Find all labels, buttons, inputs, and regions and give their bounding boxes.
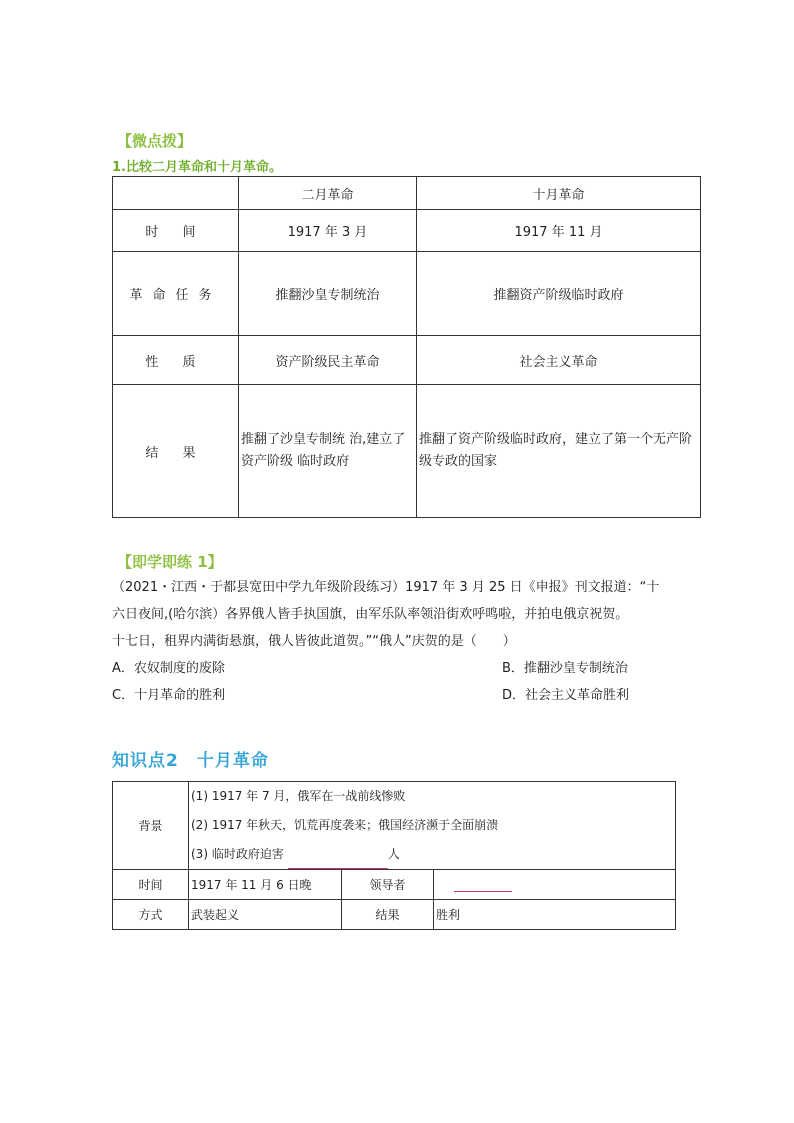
fill-blank[interactable]	[288, 854, 388, 869]
comparison-table	[112, 176, 701, 518]
feb-cell: 1917 年 3 月	[239, 210, 417, 252]
background-item-text: (3) 临时政府迫害	[191, 847, 284, 861]
background-content	[189, 782, 676, 870]
practice-source: （2021・江西・于都县宽田中学九年级阶段练习）1917 年 3 月 25 日《申报》刊文报道：“十	[112, 580, 660, 595]
background-label: 背景	[113, 782, 189, 870]
feb-cell: 资产阶级民主革命	[239, 336, 417, 385]
oct-cell: 社会主义革命	[417, 336, 701, 385]
row-label: 性 质	[113, 336, 239, 385]
feb-cell: 推翻沙皇专制统治	[239, 252, 417, 336]
row-label: 结 果	[113, 385, 239, 518]
practice-heading: 【即学即练 1】	[117, 553, 223, 571]
option-a[interactable]: A．农奴制度的废除	[112, 661, 225, 676]
option-c[interactable]: C．十月革命的胜利	[112, 688, 226, 703]
method-label: 方式	[113, 900, 189, 930]
method-row	[113, 900, 676, 930]
background-item: (1) 1917 年 7 月，俄军在一战前线惨败	[191, 789, 406, 803]
table-row	[113, 336, 701, 385]
time-row	[113, 870, 676, 900]
option-d[interactable]: D．社会主义革命胜利	[502, 688, 630, 703]
background-suffix: 人	[387, 847, 400, 861]
practice-text-line: 十七日，租界内满街悬旗，俄人皆彼此道贺。”“俄人”庆贺的是（ ）	[112, 634, 516, 649]
header-oct: 十月革命	[417, 177, 701, 210]
table-row	[113, 385, 701, 518]
background-item	[189, 840, 675, 869]
result-value: 胜利	[434, 900, 676, 930]
time-label: 时间	[113, 870, 189, 900]
row-label: 时 间	[113, 210, 239, 252]
oct-cell: 1917 年 11 月	[417, 210, 701, 252]
table-row	[113, 252, 701, 336]
october-revolution-table	[112, 781, 676, 930]
oct-cell: 推翻资产阶级临时政府	[417, 252, 701, 336]
oct-cell: 推翻了资产阶级临时政府，建立了第一个无产阶级专政的国家	[417, 385, 701, 518]
tip-heading: 【微点拨】	[117, 132, 193, 150]
question-title: 1.比较二月革命和十月革命。	[112, 160, 282, 175]
leader-label: 领导者	[342, 870, 434, 900]
feb-cell: 推翻了沙皇专制统 治,建立了资产阶级 临时政府	[239, 385, 417, 518]
method-value: 武装起义	[189, 900, 342, 930]
background-row	[113, 782, 676, 870]
header-empty	[113, 177, 239, 210]
table-row	[113, 210, 701, 252]
table-header-row	[113, 177, 701, 210]
row-label: 革命任务	[113, 252, 239, 336]
result-label: 结果	[342, 900, 434, 930]
leader-value	[434, 870, 676, 900]
time-value: 1917 年 11 月 6 日晚	[189, 870, 342, 900]
background-item: (2) 1917 年秋天，饥荒再度袭来；俄国经济濒于全面崩溃	[191, 818, 499, 832]
header-feb: 二月革命	[239, 177, 417, 210]
knowledge-point-title: 知识点2 十月革命	[112, 751, 269, 771]
option-b[interactable]: B．推翻沙皇专制统治	[502, 661, 628, 676]
leader-blank[interactable]	[454, 879, 512, 892]
practice-text-line: 六日夜间,(哈尔滨）各界俄人皆手执国旗，由军乐队率领沿街欢呼鸣啦，并拍电俄京祝贺。	[112, 607, 629, 622]
